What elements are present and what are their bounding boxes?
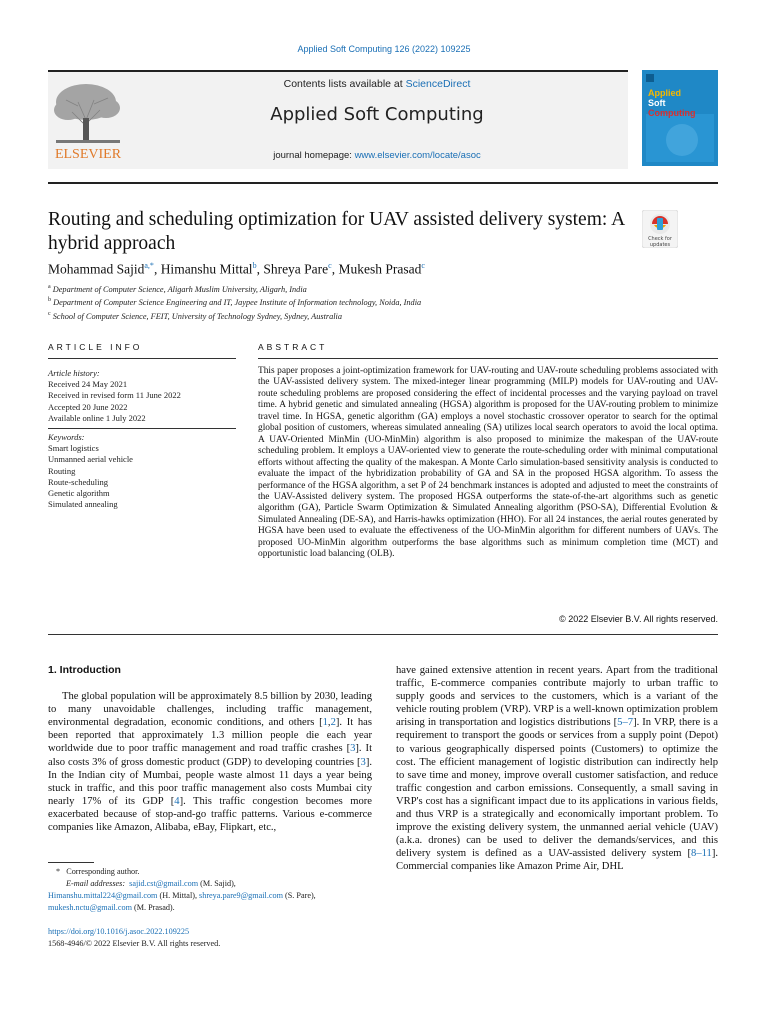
- contents-availability-line: [130, 78, 624, 90]
- affiliation-list: [48, 282, 421, 322]
- text-run: have gained extensive attention in recent years. Apart from the traditional traffic, E-commerce companies contribute majorly to urban traffic to supply goods and services to the customers, which is a variant of the vehicle routing problem (VRP). VRP is a well-known optimization problem arising in transportation and logistics distributions [: [396, 665, 718, 729]
- journal-title: Applied Soft Computing: [270, 104, 484, 125]
- author-list: [48, 261, 425, 278]
- page-footer: [48, 926, 220, 949]
- email-link[interactable]: Himanshu.mittal224@gmail.com: [48, 891, 158, 900]
- affiliation-item: [48, 309, 421, 322]
- affiliation-mark: c: [48, 310, 51, 317]
- text-run: The global population will be approximately 8.5 billion by 2030, leading to many unavoidable challenges, including traffic management, environmental degradation, economic conditions, and others [: [48, 691, 372, 729]
- doi-link[interactable]: https://doi.org/10.1016/j.asoc.2022.109225: [48, 927, 190, 936]
- keyword-item: Simulated annealing: [48, 499, 118, 510]
- reference-link[interactable]: 5–7: [617, 717, 634, 729]
- svg-text:updates: updates: [649, 242, 671, 248]
- reference-link[interactable]: 1: [322, 717, 328, 729]
- introduction-heading: 1. Introduction: [48, 664, 121, 676]
- keywords-divider: [48, 428, 236, 429]
- history-item: Available online 1 July 2022: [48, 412, 146, 423]
- text-run: ]. Commercial companies like Amazon Prime Air, DHL: [396, 848, 718, 873]
- email-link[interactable]: sajid.cst@gmail.com: [129, 879, 199, 888]
- email-owner: (H. Mittal),: [159, 891, 197, 900]
- cover-title: [648, 88, 696, 118]
- sciencedirect-link[interactable]: ScienceDirect: [405, 78, 471, 90]
- footnote-line: [48, 866, 378, 878]
- intro-paragraph-continued: [396, 664, 718, 874]
- text-run: ]. In VRP, there is a requirement to transport the goods or services from a supply point (Depot) to various geographically dispersed points (Customers) to optimize the cost. The efficient management of logistic distribution can indirectly help to save time and money, improve overall customer satisfaction, and reduce traffic congestion and carbon emissions. Consequently, a small saving in VRP's cost has a significant impact due to its applications in various fields, and thus VRP is a strategically and economically important problem. To improve the existing delivery system, the unmanned aerial vehicle (UAV) (a.k.a. drones) can be used to deliver the demands/services, and this delivery system is defined as a UAV-assisted delivery system [: [396, 717, 719, 860]
- body-column-left: [48, 664, 372, 834]
- text-run: ]. It also costs 3% of gross domestic product (GDP) to developing countries [: [48, 743, 373, 768]
- journal-homepage-link[interactable]: www.elsevier.com/locate/asoc: [354, 150, 481, 161]
- cover-line-applied: Applied: [648, 88, 681, 98]
- affiliation-text: School of Computer Science, FEIT, University of Technology Sydney, Sydney, Australia: [52, 311, 343, 321]
- history-item: Received in revised form 11 June 2022: [48, 390, 181, 401]
- affiliation-item: [48, 295, 421, 308]
- author-name[interactable]: Shreya Pare: [263, 261, 329, 277]
- header-divider: [48, 182, 718, 184]
- author-separator: ,: [153, 261, 161, 277]
- corresponding-author-footnote: [48, 866, 378, 914]
- svg-text:Check for: Check for: [648, 236, 672, 242]
- history-item: Accepted 20 June 2022: [48, 401, 128, 412]
- text-run: ]. In the Indian city of Mumbai, people waste almost 11 days a year being stuck in traffic, and this poor traffic management also costs Mumbai city nearly 17% of its GDP [: [48, 756, 372, 807]
- cover-line-soft: Soft: [648, 98, 666, 108]
- reference-link[interactable]: 4: [174, 795, 180, 807]
- text-run: ]. This traffic congestion becomes more exacerbated because of stop-and-go traffic patterns. Various e-commerce companies like Amazon, Alibaba, eBay, Flipkart, etc.,: [48, 795, 372, 834]
- elsevier-tree-icon: [48, 76, 128, 162]
- footnote-mark: *: [56, 867, 61, 876]
- corresponding-label: Corresponding author.: [66, 867, 140, 876]
- affiliation-text: Department of Computer Science Engineering and IT, Jaypee Institute of Information technology, Noida, India: [53, 298, 422, 308]
- journal-reference-link[interactable]: Applied Soft Computing 126 (2022) 109225: [297, 44, 471, 54]
- abstract-text: This paper proposes a joint-optimization framework for UAV-routing and UAV-route scheduling problems associated with the UAV-assisted delivery system. The mixed-integer linear programming (MILP) models for UAV-routing and UAV-route scheduling problems are proposed considering the effect of incidental processes and the varying payload on travel time. A hybrid genetic and simulated annealing (HGSA) algorithm is proposed for the UAV-routing problem to minimize travel time. In HGSA, genetic algorithm (GA) employs a novel stochastic crossover operator to search for the optimal global position of customers, whereas simulated annealing (SA) utilizes local search operators to avoid the local optima. A UAV-Oriented MinMin (UO-MinMin) algorithm is also proposed to minimize the makespan of the UAV-route scheduling problem. It employs a UAV-oriented view to generate the route-scheduling order with minimal computational efforts without affecting the quality of the makespan. A Monte Carlo simulation-based sensitivity analysis is conducted to evaluate the impact of the hybridization probability of GA and SA in the proposed HGSA algorithm. To assess the performance of the HGSA algorithm, a set P of 24 benchmark instances is adopted and adjusted to meet the constraints of the UAV-Assisted delivery system. The proposed HGSA outperforms the state-of-the-art algorithms such as genetic algorithm (GA), Particle Swarm Optimization & Simulated Annealing algorithm (PSO-SA), Differential Evolution & Simulated Annealing (DE-SA), and Harris-hawks optimization (HHO). For all 24 instances, the aerial routes generated by HGSA have been used to evaluate the effectiveness of the UO-MinMin algorithm for different numbers of UAVs. The proposed UO-MinMin algorithm outperforms the base algorithms such as minimum completion time (MCT) and opportunistic load balancing (OLB).: [258, 366, 718, 560]
- journal-homepage-line: [130, 150, 624, 161]
- cover-line-computing: Computing: [648, 108, 696, 118]
- reference-link[interactable]: 3: [360, 756, 366, 768]
- abstract-bottom-rule: [48, 634, 718, 635]
- intro-paragraph: The global population will be approximately 8.5 billion by 2030, leading to many unavoidable challenges, including traffic management, environmental degradation, economic conditions, and others [1,2]. It has been reported that approximately 1.3 million people die each year worldwide due to poor traffic management and road traffic crashes [3]. It also costs 3% of gross domestic product (GDP) to developing countries [3]. In the Indian city of Mumbai, people waste almost 11 days a year being stuck in traffic, and this poor traffic management also costs Mumbai city nearly 17% of its GDP [4]. This traffic congestion becomes more exacerbated because of stop-and-go traffic patterns. Various e-commerce companies like Amazon, Alibaba, eBay, Flipkart, etc.,: [48, 691, 373, 834]
- affiliation-mark: a: [48, 284, 51, 290]
- author-name[interactable]: Himanshu Mittal: [160, 261, 253, 277]
- email-label: E-mail addresses:: [66, 879, 126, 888]
- footnote-line: [48, 902, 378, 914]
- reference-link[interactable]: 8–11: [691, 848, 712, 860]
- email-link[interactable]: mukesh.nctu@gmail.com: [48, 903, 132, 912]
- homepage-prefix: journal homepage:: [273, 150, 355, 161]
- keywords-label: Keywords:: [48, 432, 85, 443]
- affiliation-mark: b: [48, 297, 51, 304]
- abstract-copyright: © 2022 Elsevier B.V. All rights reserved.: [559, 614, 718, 624]
- author-affiliation-mark[interactable]: b: [252, 261, 257, 270]
- footnote-rule: [48, 862, 94, 863]
- email-owner: (M. Sajid),: [200, 879, 236, 888]
- email-link[interactable]: shreya.pare9@gmail.com: [199, 891, 283, 900]
- abstract-rule: [258, 358, 718, 359]
- affiliation-item: [48, 282, 421, 295]
- article-info-rule: [48, 358, 236, 359]
- author-affiliation-mark[interactable]: c: [421, 261, 425, 270]
- author-separator: ,: [256, 261, 264, 277]
- elsevier-logo: [48, 76, 128, 162]
- article-info-heading: ARTICLE INFO: [48, 342, 143, 352]
- footnote-line: [48, 890, 378, 902]
- contents-prefix: Contents lists available at: [283, 78, 406, 90]
- reference-link[interactable]: 3: [350, 743, 356, 755]
- affiliation-text: Department of Computer Science, Aligarh Muslim University, Aligarh, India: [52, 284, 307, 294]
- author-name[interactable]: Mukesh Prasad: [338, 261, 422, 277]
- history-item: Received 24 May 2021: [48, 379, 128, 390]
- author-affiliation-mark[interactable]: a,*: [144, 261, 154, 270]
- keyword-item: Smart logistics: [48, 443, 99, 454]
- author-name[interactable]: Mohammad Sajid: [48, 261, 145, 277]
- article-info-panel: [48, 368, 236, 510]
- article-title: Routing and scheduling optimization for UAV assisted delivery system: A hybrid approach: [48, 209, 625, 254]
- abstract-heading: ABSTRACT: [258, 342, 328, 352]
- journal-cover-thumbnail: [642, 70, 718, 166]
- issn-line: 1568-4946/© 2022 Elsevier B.V. All rights reserved.: [48, 938, 221, 948]
- body-column-right: [396, 664, 718, 874]
- email-owner: (M. Prasad).: [134, 903, 175, 912]
- reference-link[interactable]: 2: [330, 717, 336, 729]
- author-separator: ,: [331, 261, 339, 277]
- svg-text:ELSEVIER: ELSEVIER: [54, 147, 122, 162]
- cover-pattern-icon: [642, 70, 718, 166]
- check-for-updates-button[interactable]: [642, 210, 678, 248]
- author-affiliation-mark[interactable]: c: [328, 261, 332, 270]
- keyword-item: Genetic algorithm: [48, 488, 110, 499]
- email-owner: (S. Pare),: [285, 891, 316, 900]
- keyword-item: Unmanned aerial vehicle: [48, 454, 133, 465]
- keyword-item: Routing: [48, 465, 76, 476]
- footnote-line: [48, 878, 378, 890]
- crossmark-icon: [642, 210, 678, 248]
- text-run: ]. It has been reported that approximately 1.3 million people die each year worldwide due to poor traffic management and road traffic crashes [: [48, 717, 372, 755]
- keyword-item: Route-scheduling: [48, 476, 108, 487]
- history-label: Article history:: [48, 368, 100, 378]
